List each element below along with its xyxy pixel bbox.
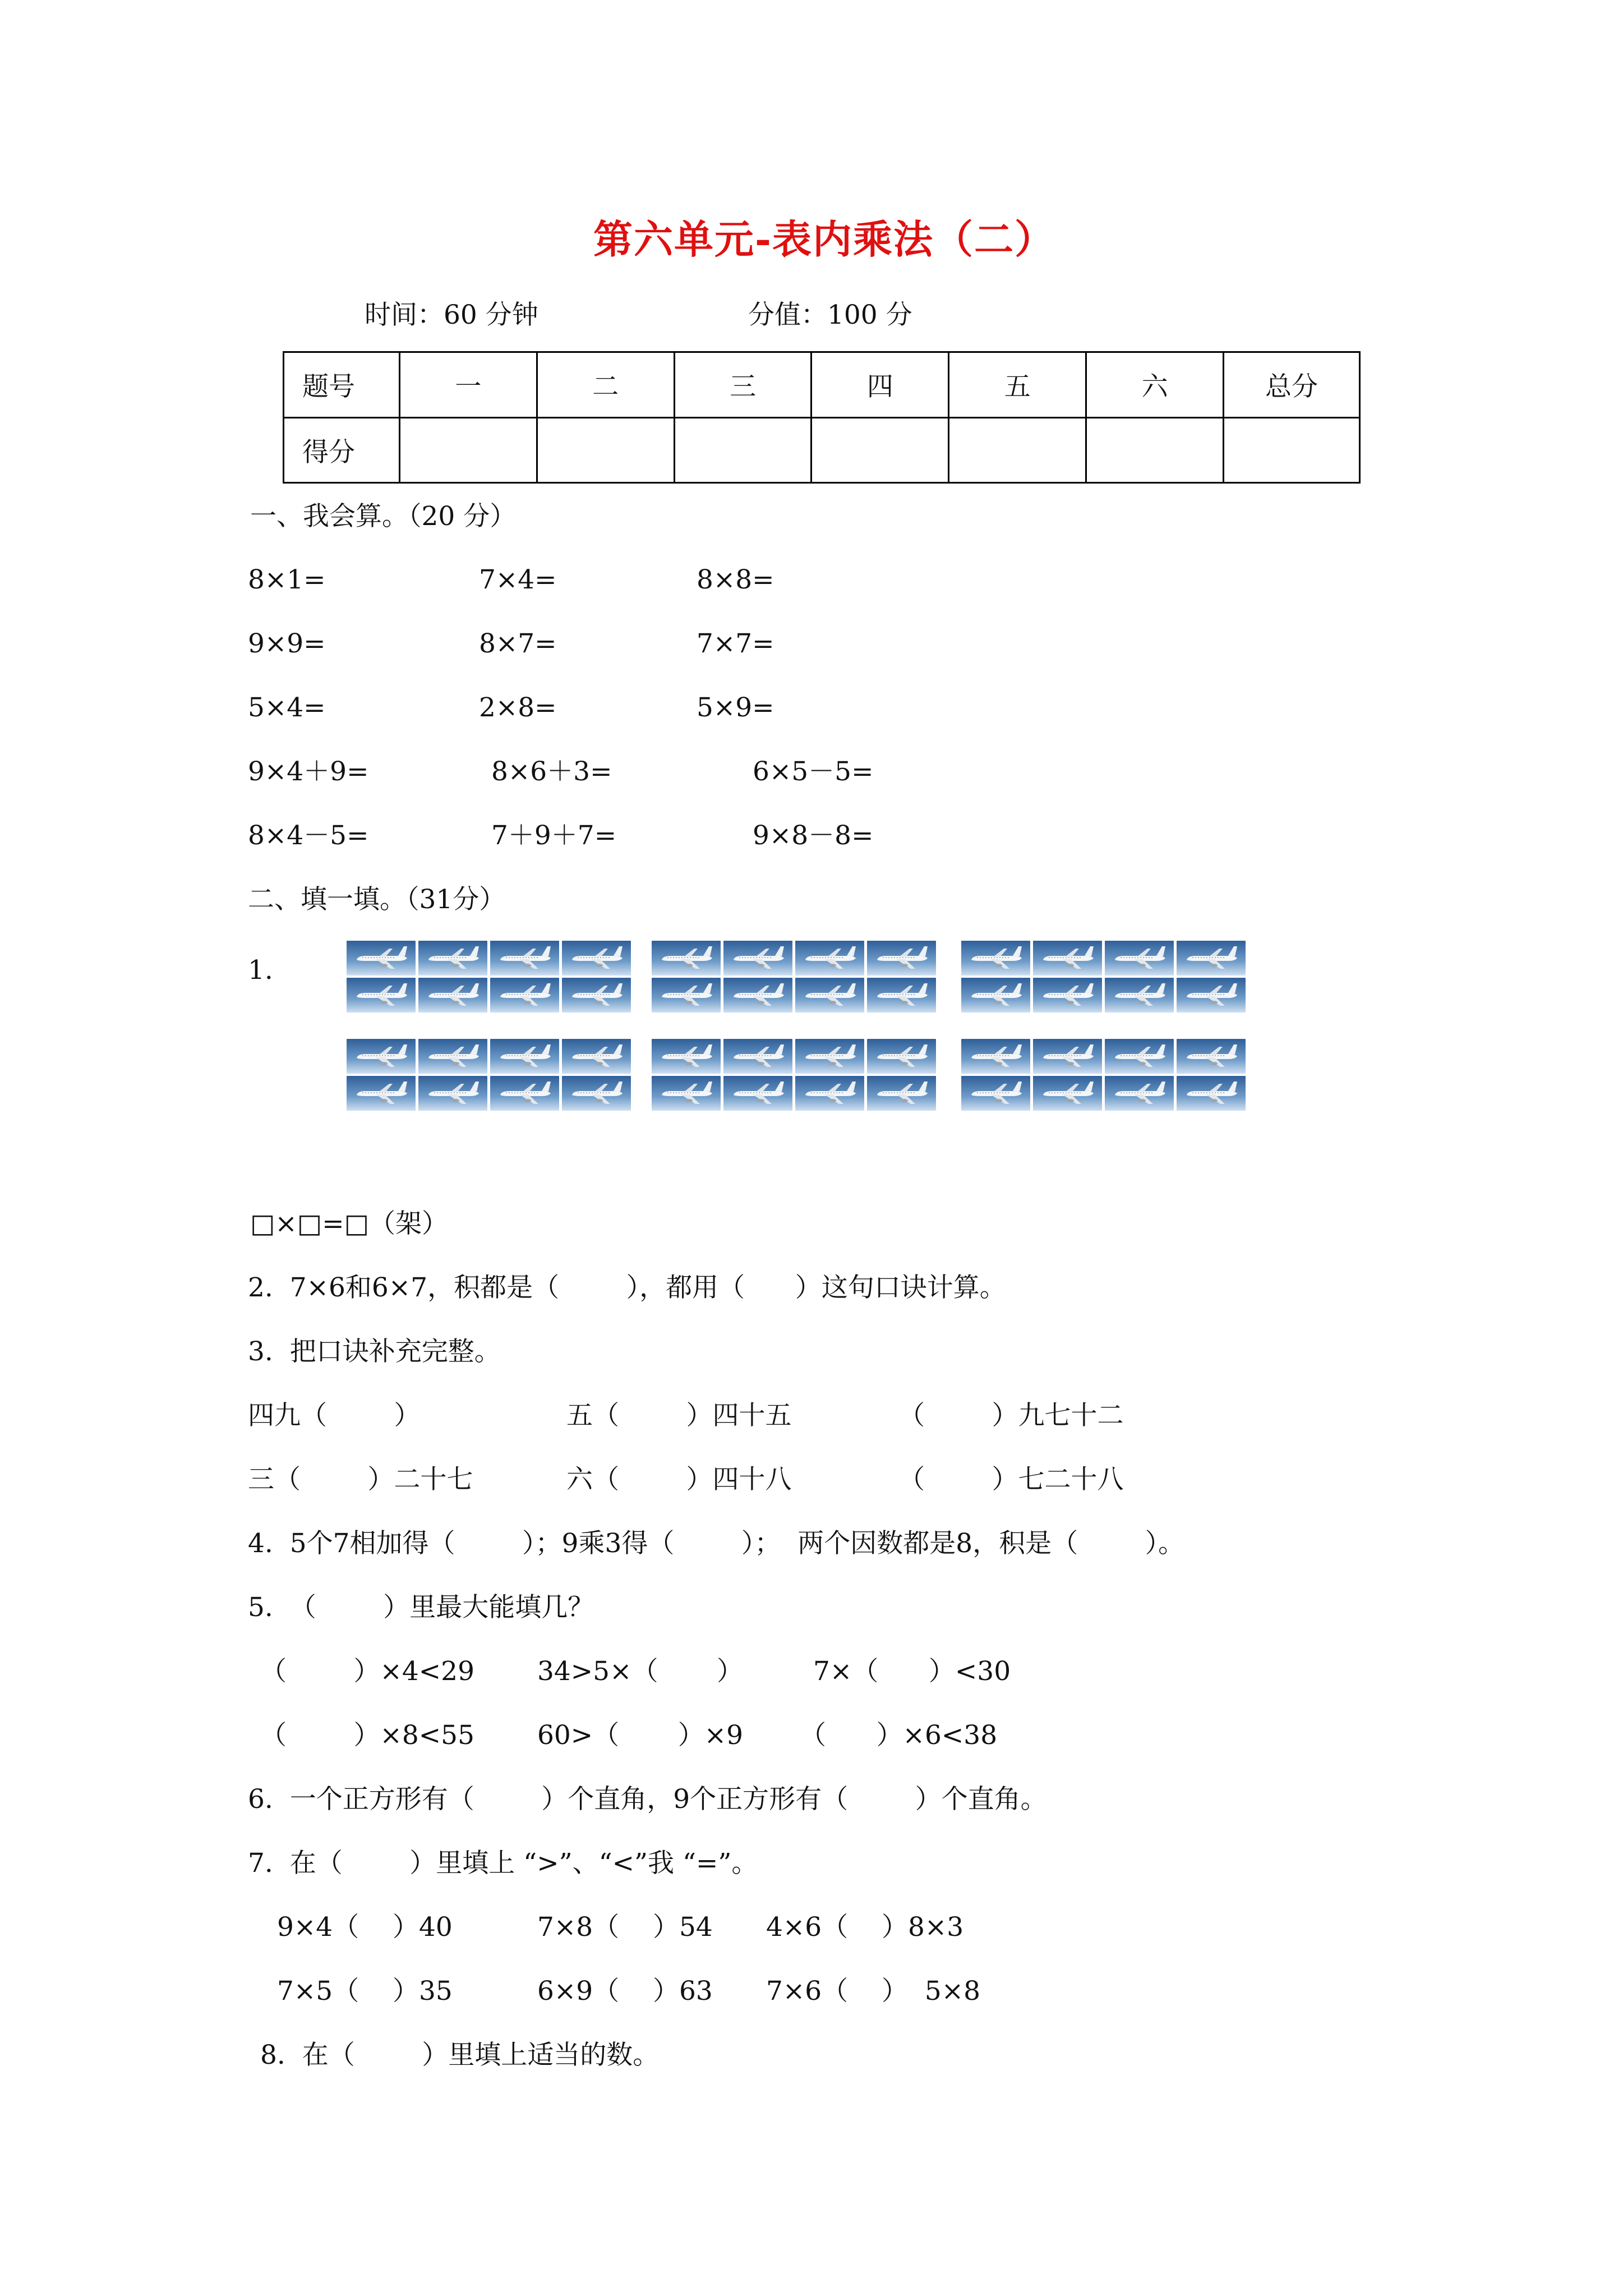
airplane-icon bbox=[562, 978, 631, 1013]
mnemonic-blank: 三（ ）二十七 bbox=[248, 1464, 473, 1495]
compare-item: 4×6（ ）8×3 bbox=[766, 1912, 964, 1943]
airplane-icon bbox=[723, 978, 792, 1013]
calc-item: 8×8= bbox=[697, 564, 774, 595]
inequality-item: 7×（ ）<30 bbox=[813, 1656, 1011, 1687]
calc-item: 5×4= bbox=[248, 692, 326, 723]
score-table-header-cell: 二 bbox=[537, 352, 674, 418]
airplane-icon bbox=[1033, 978, 1102, 1013]
airplane-icon bbox=[961, 1039, 1030, 1074]
airplane-icon bbox=[723, 1039, 792, 1074]
q1-answer-template: □×□=□（架） bbox=[250, 1208, 448, 1239]
section2-heading: 二、填一填。（31分） bbox=[248, 884, 506, 915]
mnemonic-blank: 五（ ）四十五 bbox=[566, 1400, 792, 1431]
inequality-item: （ ）×4<29 bbox=[260, 1656, 474, 1687]
score-table-header-cell: 三 bbox=[674, 352, 811, 418]
mnemonic-blank: 四九（ ） bbox=[248, 1400, 421, 1431]
airplane-group bbox=[347, 1039, 631, 1111]
airplane-icon bbox=[490, 941, 559, 976]
airplane-icon bbox=[1177, 1039, 1246, 1074]
airplane-icon bbox=[652, 978, 721, 1013]
airplane-group bbox=[652, 1039, 936, 1111]
score-table-header-cell: 六 bbox=[1086, 352, 1224, 418]
airplane-icon bbox=[347, 1039, 416, 1074]
calc-item: 8×1= bbox=[248, 564, 326, 595]
score-table-score-row bbox=[284, 417, 1360, 483]
airplane-icon bbox=[1177, 978, 1246, 1013]
score-table bbox=[283, 351, 1361, 484]
question-7: 7. 在（ ）里填上 “>”、“<”我 “=”。 bbox=[248, 1848, 758, 1879]
airplane-icon bbox=[652, 1076, 721, 1111]
score-table-header-row bbox=[284, 352, 1360, 418]
mnemonic-blank: （ ）七二十八 bbox=[898, 1464, 1124, 1495]
calc-item: 6×5－5= bbox=[753, 756, 874, 787]
airplane-icon bbox=[418, 1076, 487, 1111]
airplane-group bbox=[961, 1039, 1246, 1111]
airplane-icon bbox=[795, 941, 864, 976]
airplane-icon bbox=[652, 941, 721, 976]
airplane-icon bbox=[562, 1039, 631, 1074]
exam-time: 时间：60 分钟 bbox=[365, 300, 538, 330]
exam-score-value: 分值：100 分 bbox=[748, 300, 912, 330]
question-5: 5. （ ）里最大能填几？ bbox=[248, 1592, 594, 1623]
inequality-item: 34>5×（ ） bbox=[537, 1656, 744, 1687]
calc-item: 7×4= bbox=[479, 564, 557, 595]
airplane-icon bbox=[490, 978, 559, 1013]
score-cell[interactable] bbox=[949, 417, 1086, 483]
question-8: 8. 在（ ）里填上适当的数。 bbox=[260, 2040, 660, 2070]
airplane-icon bbox=[1105, 941, 1174, 976]
compare-item: 9×4（ ）40 bbox=[277, 1912, 453, 1943]
score-table-header-cell: 四 bbox=[811, 352, 949, 418]
airplane-icon bbox=[1105, 978, 1174, 1013]
inequality-item: （ ）×6<38 bbox=[800, 1720, 998, 1751]
airplane-group bbox=[652, 941, 936, 1013]
inequality-item: 60>（ ）×9 bbox=[537, 1720, 744, 1751]
score-table-header-cell: 五 bbox=[949, 352, 1086, 418]
score-table-header-cell: 题号 bbox=[284, 352, 400, 418]
score-cell[interactable] bbox=[537, 417, 674, 483]
airplane-icon bbox=[1105, 1039, 1174, 1074]
airplane-icon bbox=[347, 941, 416, 976]
score-cell[interactable] bbox=[674, 417, 811, 483]
compare-item: 7×5（ ）35 bbox=[277, 1976, 453, 2007]
airplane-icon bbox=[795, 1039, 864, 1074]
calc-item: 8×4－5= bbox=[248, 820, 369, 851]
airplane-icon bbox=[723, 941, 792, 976]
airplane-icon bbox=[961, 941, 1030, 976]
airplane-icon bbox=[562, 941, 631, 976]
airplane-icon bbox=[1033, 1076, 1102, 1111]
inequality-item: （ ）×8<55 bbox=[260, 1720, 474, 1751]
airplane-group bbox=[961, 941, 1246, 1013]
airplane-icon bbox=[723, 1076, 792, 1111]
calc-item: 2×8= bbox=[479, 692, 557, 723]
calc-item: 7＋9＋7= bbox=[491, 820, 617, 851]
airplane-icon bbox=[418, 1039, 487, 1074]
airplane-icon bbox=[867, 1076, 936, 1111]
calc-item: 9×8－8= bbox=[753, 820, 874, 851]
airplane-icon bbox=[867, 978, 936, 1013]
airplane-icon bbox=[1033, 1039, 1102, 1074]
airplane-icon bbox=[418, 978, 487, 1013]
airplane-icon bbox=[652, 1039, 721, 1074]
airplane-icon bbox=[1177, 941, 1246, 976]
airplane-icon bbox=[1033, 941, 1102, 976]
calc-item: 9×9= bbox=[248, 628, 326, 659]
airplane-icon bbox=[347, 1076, 416, 1111]
mnemonic-blank: 六（ ）四十八 bbox=[566, 1464, 792, 1495]
airplane-icon bbox=[867, 1039, 936, 1074]
airplane-icon bbox=[347, 978, 416, 1013]
calc-item: 5×9= bbox=[697, 692, 774, 723]
page-title: 第六单元-表内乘法（二） bbox=[593, 216, 1055, 263]
question-number: 1. bbox=[248, 955, 273, 986]
airplane-icon bbox=[562, 1076, 631, 1111]
airplane-group bbox=[347, 941, 631, 1013]
airplane-icon bbox=[961, 1076, 1030, 1111]
airplane-icon bbox=[961, 978, 1030, 1013]
airplane-icon bbox=[490, 1039, 559, 1074]
score-row-label: 得分 bbox=[284, 417, 400, 483]
question-2: 2. 7×6和6×7，积都是（ ），都用（ ）这句口诀计算。 bbox=[248, 1272, 1006, 1303]
airplane-icon bbox=[1105, 1076, 1174, 1111]
score-table-header-cell: 总分 bbox=[1224, 352, 1360, 418]
score-cell[interactable] bbox=[1224, 417, 1360, 483]
score-cell[interactable] bbox=[400, 417, 537, 483]
mnemonic-blank: （ ）九七十二 bbox=[898, 1400, 1124, 1431]
calc-item: 8×7= bbox=[479, 628, 557, 659]
score-cell[interactable] bbox=[1086, 417, 1224, 483]
calc-item: 9×4＋9= bbox=[248, 756, 369, 787]
airplane-icon bbox=[867, 941, 936, 976]
question-6: 6. 一个正方形有（ ）个直角，9个正方形有（ ）个直角。 bbox=[248, 1784, 1047, 1815]
airplane-icon bbox=[490, 1076, 559, 1111]
calc-item: 8×6＋3= bbox=[491, 756, 612, 787]
compare-item: 6×9（ ）63 bbox=[537, 1976, 713, 2007]
compare-item: 7×6（ ） 5×8 bbox=[766, 1976, 981, 2007]
score-table-header-cell: 一 bbox=[400, 352, 537, 418]
airplane-icon bbox=[795, 978, 864, 1013]
airplane-icon bbox=[418, 941, 487, 976]
calc-item: 7×7= bbox=[697, 628, 774, 659]
airplane-icon bbox=[1177, 1076, 1246, 1111]
score-cell[interactable] bbox=[811, 417, 949, 483]
question-4: 4. 5个7相加得（ ）；9乘3得（ ）； 两个因数都是8，积是（ ）。 bbox=[248, 1528, 1185, 1559]
compare-item: 7×8（ ）54 bbox=[537, 1912, 713, 1943]
question-3: 3. 把口诀补充完整。 bbox=[248, 1336, 501, 1367]
airplane-icon bbox=[795, 1076, 864, 1111]
section1-heading: 一、我会算。（20 分） bbox=[250, 501, 517, 532]
